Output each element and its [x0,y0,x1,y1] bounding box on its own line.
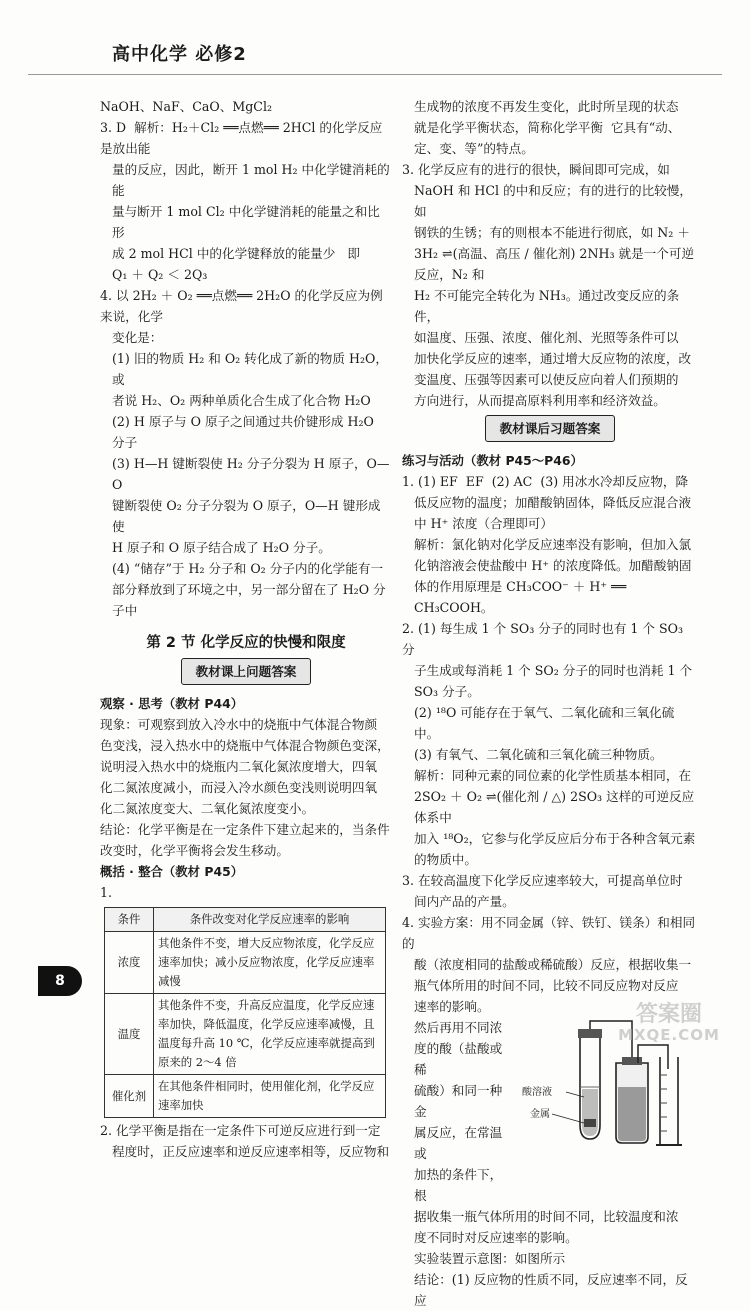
answer-line: 1. (1) EF EF (2) AC (3) 用冰水冷却反应物，降 [402,474,689,489]
header-rule [28,74,722,75]
answer-line: 子生成或每消耗 1 个 SO₂ 分子的同时也消耗 1 个 [414,663,693,678]
answer-line: 4. 实验方案：用不同金属（锌、铁钉、镁条）和相同的 [402,915,696,951]
table-header-cell: 条件 [105,908,154,932]
answer-line: 加热的条件下，根 [414,1167,503,1203]
answer-line: 实验装置示意图：如图所示 [414,1251,566,1266]
answer-line: 的物质中。 [414,852,477,867]
table-cell-condition: 催化剂 [105,1075,154,1118]
answer-line: (2) H 原子与 O 原子之间通过共价键形成 H₂O [112,414,374,429]
answer-line: 化钠溶液会使盐酸中 H⁺ 的浓度降低。加醋酸钠固 [414,558,692,573]
answer-line: (2) ¹⁸O 可能存在于氧气、二氧化硫和三氧化硫中。 [414,705,675,741]
answer-line: 然后再用不同浓 [414,1020,503,1035]
answer-line: 酸（浓度相同的盐酸或稀硫酸）反应，根据收集一 [414,957,692,972]
page-number-badge: 8 [38,966,82,996]
answer-line: 2SO₂ ＋ O₂ ⇌(催化剂 / △) 2SO₃ 这样的可逆反应体系中 [414,789,695,825]
answer-line: 加快化学反应的速率，通过增大反应物的浓度，改 [414,351,692,366]
watermark-logo [594,1004,744,1046]
table-row [105,932,386,994]
answer-line: 据收集一瓶气体所用的时间不同，比较温度和浓 [414,1209,679,1224]
answer-line: (3) 有氧气、二氧化硫和三氧化硫三种物质。 [414,747,663,762]
answer-line: (3) H—H 键断裂使 H₂ 分子分裂为 H 原子，O—O [112,456,390,492]
answer-line: 低反应物的温度；加醋酸钠固体，降低反应混合液 [414,495,692,510]
answer-line: 2. (1) 每生成 1 个 SO₃ 分子的同时也有 1 个 SO₃ 分 [402,621,688,657]
practice-heading: 练习与活动（教材 P45～P46） [402,453,583,468]
table-cell-effect: 其他条件不变，增大反应物浓度，化学反应速率加快；减小反应物浓度，化学反应速率减慢 [154,932,386,994]
answer-line: 定、变、等”的特点。 [414,141,534,156]
answer-line: 就是化学平衡状态，简称化学平衡 它具有“动、 [414,120,681,135]
page-header-title: 高中化学 必修2 [112,44,247,65]
observe-line: 色变浅，浸入热水中的烧瓶中气体混合物颜色变深， [100,738,390,753]
answer-line: 程度时，正反应速率和逆反应速率相等，反应物和 [112,1144,390,1159]
answer-line: (4) “储存”于 H₂ 分子和 O₂ 分子内的化学能有一 [112,561,384,576]
answer-line: 中 H⁺ 浓度（合理即可） [414,516,553,531]
left-column [100,96,392,1162]
answer-line: 钢铁的生锈；有的则根本不能进行彻底，如 N₂ ＋ [414,225,690,240]
answer-line: 3. 化学反应有的进行的很快，瞬间即可完成，如 [402,162,670,177]
answer-line: 解析：同种元素的同位素的化学性质基本相同，在 [414,768,692,783]
table-cell-effect: 其他条件不变，升高反应温度，化学反应速率加快，降低温度，化学反应速率减慢，且温度每升高 10 ℃，化学反应速率就提高到原来的 2～4 倍 [154,994,386,1075]
table-header-row [105,908,386,932]
answer-line: 3. 在较高温度下化学反应速率较大，可提高单位时 [402,873,683,888]
section-title: 第 2 节 化学反应的快慢和限度 [146,635,346,651]
figure-side-text [402,1017,514,1206]
answer-line: 3. D 解析：H₂＋Cl₂ ══点燃══ 2HCl 的化学反应是放出能 [100,120,383,156]
answer-line: 硫酸）和同一种金 [414,1083,503,1119]
answer-line: 者说 H₂、O₂ 两种单质化合生成了化合物 H₂O [112,393,371,408]
table-header-cell: 条件改变对化学反应速率的影响 [154,908,386,932]
observe-line: 说明浸入热水中的烧瓶内二氧化氮浓度增大，四氧 [100,759,378,774]
answer-line: NaOH、NaF、CaO、MgCl₂ [100,99,273,114]
answer-line: 度不同时对反应速率的影响。 [414,1230,578,1245]
section-banner: 教材课后习题答案 [485,415,616,442]
answer-line: 成 2 mol HCl 中的化学键释放的能量少 即 [112,246,360,261]
table-cell-effect: 在其他条件相同时，使用催化剂，化学反应速率加快 [154,1075,386,1118]
observe-heading: 观察 · 思考（教材 P44） [100,696,244,711]
watermark-text: 答案圈 [635,1002,702,1027]
answer-line: 解析：氯化钠对化学反应速率没有影响，但加入氯 [414,537,692,552]
answer-line: 分子 [112,435,138,450]
observe-line: 现象：可观察到放入冷水中的烧瓶中气体混合物颜 [100,717,378,732]
answer-line: 2. 化学平衡是指在一定条件下可逆反应进行到一定 [100,1123,381,1138]
right-column [402,96,698,1311]
answer-line: 速率的影响。 [414,999,490,1014]
watermark-url: MXQE.COM [618,1026,720,1044]
summary-heading: 概括 · 整合（教材 P45） [100,864,244,879]
answer-line: H 原子和 O 原子结合成了 H₂O 分子。 [112,540,331,555]
answer-line: 属反应，在常温或 [414,1125,503,1161]
answer-line: Q₁ ＋ Q₂ ＜ 2Q₃ [112,267,208,282]
answer-line: 部分释放到了环境之中，另一部分留在了 H₂O 分 [112,582,386,597]
table-cell-condition: 浓度 [105,932,154,994]
answer-line: H₂ 不可能完全转化为 NH₃。通过改变反应的条件， [414,288,680,324]
table-row [105,994,386,1075]
summary-number: 1. [100,885,113,900]
answer-line: 度的酸（盐酸或稀 [414,1041,503,1077]
answer-line: 量与断开 1 mol Cl₂ 中化学键消耗的能量之和比形 [112,204,380,240]
answer-line: 4. 以 2H₂ ＋ O₂ ══点燃══ 2H₂O 的化学反应为例来说，化学 [100,288,383,324]
observe-line: 化二氮浓度减小，而浸入冷水颜色变浅则说明四氧 [100,780,378,795]
table-row [105,1075,386,1118]
answer-line: 结论：(1) 反应物的性质不同，反应速率不同，反应 [414,1272,688,1308]
rate-factors-table [104,907,386,1118]
acid-solution-label: 酸溶液 [522,1087,552,1098]
observe-line: 化二氮浓度变大、二氧化氮浓度变小。 [100,801,315,816]
answer-line: 瓶气体所用的时间不同，比较不同反应物对反应 [414,978,679,993]
observe-line: 结论：化学平衡是在一定条件下建立起来的，当条件 [100,822,390,837]
answer-line: 体的作用原理是 CH₃COO⁻ ＋ H⁺ ══ CH₃COOH。 [414,579,631,615]
answer-line: 子中 [112,603,138,618]
answer-line: SO₃ 分子。 [414,684,480,699]
answer-line: 方向进行，从而提高原料利用率和经济效益。 [414,393,666,408]
section-banner: 教材课上问题答案 [181,658,312,685]
metal-label: 金属 [530,1109,550,1120]
answer-line: 键断裂使 O₂ 分子分裂为 O 原子，O—H 键形成使 [112,498,381,534]
table-cell-condition: 温度 [105,994,154,1075]
answer-line: 间内产品的产量。 [414,894,515,909]
observe-line: 改变时，化学平衡将会发生移动。 [100,843,289,858]
answer-line: 3H₂ ⇌(高温、高压 / 催化剂) 2NH₃ 就是一个可逆反应，N₂ 和 [414,246,695,282]
answer-line: (1) 旧的物质 H₂ 和 O₂ 转化成了新的物质 H₂O，或 [112,351,388,387]
answer-line: 量的反应，因此，断开 1 mol H₂ 中化学键消耗的能 [112,162,390,198]
answer-line: 加入 ¹⁸O₂，它参与化学反应后分布于各种含氧元素 [414,831,696,846]
answer-line: 变化是： [112,330,163,345]
answer-line: 如温度、压强、浓度、催化剂、光照等条件可以 [414,330,679,345]
answer-line: 生成物的浓度不再发生变化，此时所呈现的状态 [414,99,679,114]
answer-line: NaOH 和 HCl 的中和反应；有的进行的比较慢，如 [414,183,692,219]
answer-line: 变温度、压强等因素可以使反应向着人们预期的 [414,372,679,387]
